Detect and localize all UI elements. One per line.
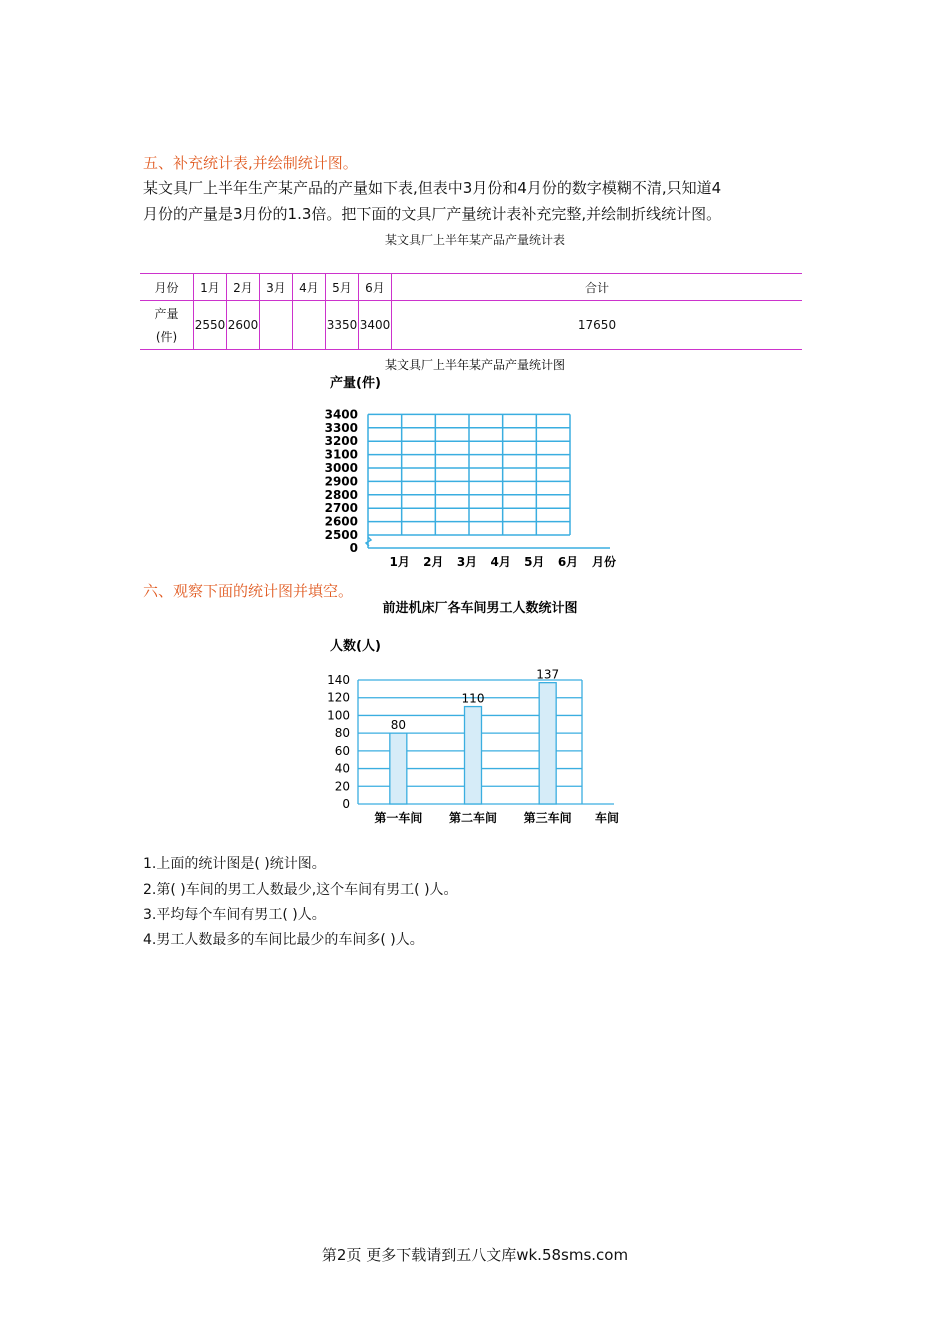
x-tick-label: 5月 (524, 555, 545, 569)
line-chart-title: 某文具厂上半年某产品产量统计图 (384, 358, 566, 372)
table-header-row (140, 274, 802, 301)
question-2: 2.第( )车间的男工人数最少,这个车间有男工( )人。 (143, 882, 458, 898)
output-unit-label: (件) (155, 330, 178, 344)
month-cell: 1月 (194, 274, 227, 301)
bar-chart-title: 前进机床厂各车间男工人数统计图 (382, 601, 578, 616)
y-tick-label: 0 (349, 541, 358, 555)
month-header-cell: 月份 (140, 274, 194, 301)
line-chart-xticks (389, 555, 578, 569)
x-tick-label: 第一车间 (374, 811, 423, 825)
bar-chart-xlabel: 车间 (595, 811, 620, 825)
x-tick-label: 2月 (423, 555, 444, 569)
month-cell: 2月 (227, 274, 260, 301)
value-cell-blank[interactable] (260, 301, 293, 350)
y-tick-label: 80 (334, 726, 350, 741)
bar (539, 683, 556, 804)
bar-data-label: 137 (536, 667, 560, 682)
axis-break-mark (366, 537, 371, 546)
y-tick-label: 2600 (324, 514, 358, 529)
x-tick-label: 第三车间 (523, 811, 572, 825)
line-chart-grid (366, 414, 610, 548)
y-tick-label: 3000 (324, 461, 358, 475)
x-tick-label: 4月 (490, 555, 511, 569)
line-chart (320, 355, 640, 575)
y-tick-label: 2800 (324, 487, 358, 502)
y-tick-label: 140 (327, 673, 350, 687)
y-tick-label: 3300 (324, 420, 358, 435)
question-3: 3.平均每个车间有男工( )人。 (143, 907, 326, 923)
value-cell: 2600 (227, 301, 260, 350)
section6-title: 六、观察下面的统计图并填空。 (143, 582, 354, 600)
y-tick-label: 2500 (324, 528, 358, 542)
section5-paragraph-line1: 某文具厂上半年生产某产品的产量如下表,但表中3月份和4月份的数字模糊不清,只知道4 (143, 179, 722, 197)
question-1: 1.上面的统计图是( )统计图。 (143, 856, 326, 872)
line-chart-yticks (325, 407, 358, 555)
y-tick-label: 3400 (324, 407, 358, 422)
section5-paragraph-line2: 月份的产量是3月份的1.3倍。把下面的文具厂产量统计表补充完整,并绘制折线统计图。 (143, 205, 722, 223)
y-tick-label: 2900 (324, 474, 358, 489)
bar-chart-yticks (327, 673, 350, 811)
month-cell: 6月 (359, 274, 392, 301)
x-tick-label: 1月 (389, 555, 410, 569)
section5-title: 五、补充统计表,并绘制统计图。 (143, 154, 358, 172)
y-tick-label: 0 (342, 797, 350, 811)
y-tick-label: 3200 (324, 434, 358, 449)
y-tick-label: 100 (327, 708, 350, 723)
output-header-cell (140, 301, 194, 350)
month-cell: 4月 (293, 274, 326, 301)
bar-chart (320, 598, 640, 838)
total-header-cell: 合计 (392, 274, 803, 301)
output-label: 产量 (154, 307, 179, 321)
line-chart-xlabel: 月份 (592, 555, 617, 569)
month-cell: 3月 (260, 274, 293, 301)
bar-data-label: 110 (461, 691, 485, 706)
y-tick-label: 3100 (324, 447, 358, 462)
bar-chart-xticks (374, 810, 571, 825)
x-tick-label: 第二车间 (448, 811, 498, 825)
value-cell: 3400 (359, 301, 392, 350)
bar (465, 707, 482, 804)
table-value-row (140, 301, 802, 350)
total-value-cell: 17650 (392, 301, 803, 350)
value-cell-blank[interactable] (293, 301, 326, 350)
bar-chart-ylabel: 人数(人) (330, 639, 381, 654)
table-caption: 某文具厂上半年某产品产量统计表 (384, 233, 565, 247)
month-cell: 5月 (326, 274, 359, 301)
production-table (140, 273, 802, 350)
y-tick-label: 40 (334, 761, 350, 776)
bar (390, 733, 407, 804)
y-tick-label: 120 (327, 690, 350, 705)
line-chart-ylabel: 产量(件) (330, 376, 381, 391)
y-tick-label: 60 (334, 743, 350, 758)
question-4: 4.男工人数最多的车间比最少的车间多( )人。 (143, 932, 424, 948)
bar-data-label: 80 (390, 718, 406, 733)
value-cell: 3350 (326, 301, 359, 350)
y-tick-label: 20 (334, 779, 350, 794)
x-tick-label: 6月 (557, 555, 579, 569)
value-cell: 2550 (194, 301, 227, 350)
page-footer: 第2页 更多下载请到五八文库wk.58sms.com (321, 1246, 629, 1264)
x-tick-label: 3月 (456, 555, 478, 569)
y-tick-label: 2700 (324, 501, 358, 516)
